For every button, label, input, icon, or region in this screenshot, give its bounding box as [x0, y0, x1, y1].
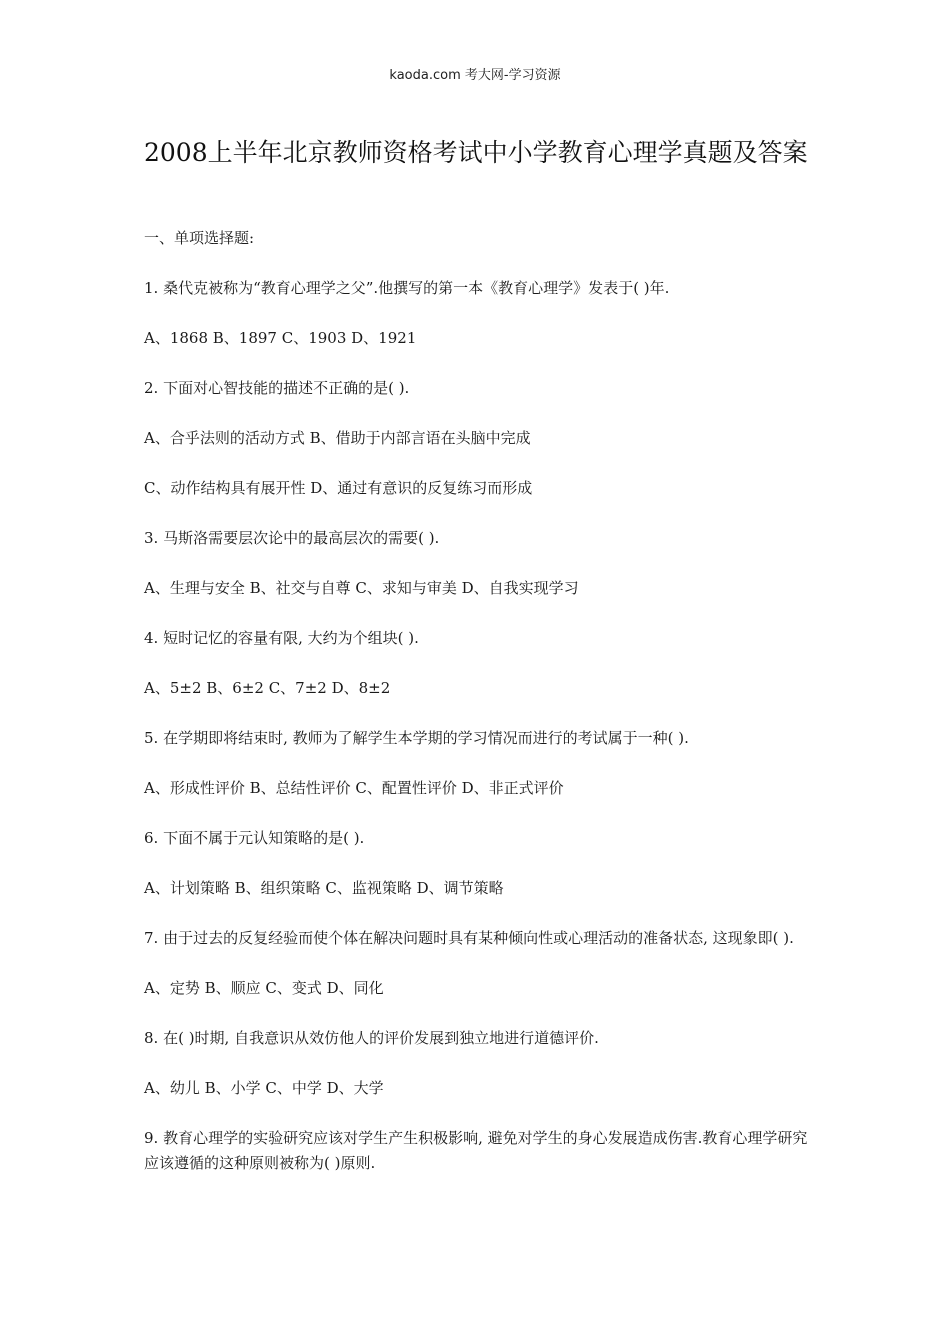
options-2b: C、动作结构具有展开性 D、通过有意识的反复练习而形成 [144, 479, 533, 497]
document-title: 2008上半年北京教师资格考试中小学教育心理学真题及答案 [144, 138, 808, 167]
page-header: kaoda.com 考大网-学习资源 [389, 68, 561, 83]
options-4: A、5±2 B、6±2 C、7±2 D、8±2 [144, 679, 391, 697]
options-1: A、1868 B、1897 C、1903 D、1921 [144, 329, 417, 347]
options-5: A、形成性评价 B、总结性评价 C、配置性评价 D、非正式评价 [144, 779, 564, 797]
question-6: 6. 下面不属于元认知策略的是( ). [144, 829, 365, 847]
options-6: A、计划策略 B、组织策略 C、监视策略 D、调节策略 [144, 879, 504, 897]
question-3: 3. 马斯洛需要层次论中的最高层次的需要( ). [144, 529, 440, 547]
question-1: 1. 桑代克被称为“教育心理学之父”.他撰写的第一本《教育心理学》发表于( )年. [144, 279, 670, 297]
question-7: 7. 由于过去的反复经验而使个体在解决问题时具有某种倾向性或心理活动的准备状态, 这现象即( ). [144, 929, 794, 947]
question-2: 2. 下面对心智技能的描述不正确的是( ). [144, 379, 410, 397]
question-5: 5. 在学期即将结束时, 教师为了解学生本学期的学习情况而进行的考试属于一种( ). [144, 729, 689, 747]
options-8: A、幼儿 B、小学 C、中学 D、大学 [144, 1079, 384, 1097]
section-heading: 一、单项选择题: [144, 229, 255, 247]
question-8: 8. 在( )时期, 自我意识从效仿他人的评价发展到独立地进行道德评价. [144, 1029, 599, 1047]
question-4: 4. 短时记忆的容量有限, 大约为个组块( ). [144, 629, 419, 647]
document-body [144, 226, 814, 1201]
options-2a: A、合乎法则的活动方式 B、借助于内部言语在头脑中完成 [144, 429, 531, 447]
options-7: A、定势 B、顺应 C、变式 D、同化 [144, 979, 384, 997]
question-9: 9. 教育心理学的实验研究应该对学生产生积极影响, 避免对学生的身心发展造成伤害.教育心理学研究应该遵循的这种原则被称为( )原则. [144, 1129, 808, 1172]
options-3: A、生理与安全 B、社交与自尊 C、求知与审美 D、自我实现学习 [144, 579, 579, 597]
